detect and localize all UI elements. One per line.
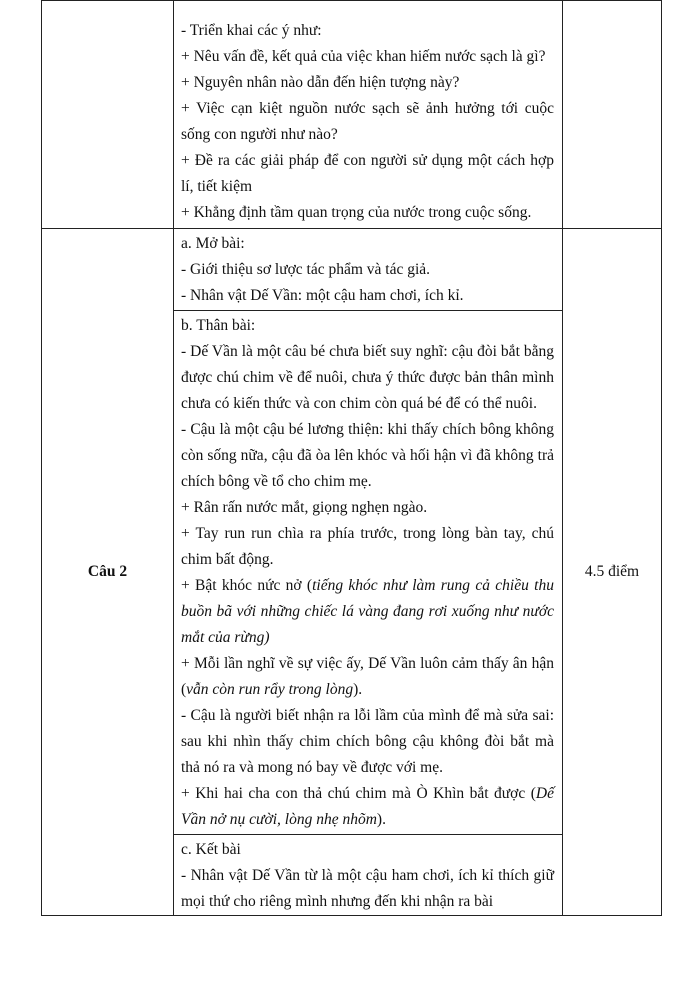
section-heading: c. Kết bài <box>181 841 241 858</box>
list-item: - Triển khai các ý như: <box>181 22 322 39</box>
mo-bai-cell <box>174 229 563 311</box>
score-value: 4.5 điểm <box>563 229 662 916</box>
list-item: - Nhân vật Dế Vần: một cậu ham chơi, ích kỉ. <box>181 287 464 304</box>
list-item: + Việc cạn kiệt nguồn nước sạch sẽ ảnh hưởng tới cuộc sống con người như nào? <box>181 100 554 143</box>
section-heading: a. Mở bài: <box>181 235 245 252</box>
section-heading: b. Thân bài: <box>181 317 256 334</box>
italic-quote: tiếng khóc như làm rung cả chiều thu buồn bã với những chiếc lá vàng đang rơi xuống như nước mắt của rừng) <box>181 577 554 646</box>
italic-quote: Dế Vần nở nụ cười, lòng nhẹ nhõm <box>181 785 554 828</box>
answer-key-table <box>41 0 662 916</box>
paragraph: - Cậu là người biết nhận ra lỗi lầm của mình để mà sửa sai: sau khi nhìn thấy chim chích bông cậu không đòi bắt mà thả nó ra và mong nó bay về được với mẹ. <box>181 707 554 776</box>
text-run: + Mỗi lần nghĩ về sự việc ấy, Dế Vần luôn cảm thấy ân hận ( <box>181 655 554 698</box>
list-item <box>181 573 554 651</box>
text-run: + Khi hai cha con thả chú chim mà Ò Khìn bắt được ( <box>181 785 536 802</box>
list-item: + Khẳng định tầm quan trọng của nước trong cuộc sống. <box>181 204 532 221</box>
text-run: ). <box>353 681 363 698</box>
than-bai-cell <box>174 311 563 835</box>
list-item: + Nguyên nhân nào dẫn đến hiện tượng này? <box>181 74 460 91</box>
table-row-continuation <box>42 1 662 229</box>
empty-label-cell <box>42 1 174 229</box>
list-item <box>181 781 554 833</box>
list-item: - Giới thiệu sơ lược tác phẩm và tác giả. <box>181 261 431 278</box>
list-item: + Đề ra các giải pháp để con người sử dụng một cách hợp lí, tiết kiệm <box>181 152 554 195</box>
paragraph: - Nhân vật Dế Vần từ là một cậu ham chơi, ích kỉ thích giữ mọi thứ cho riêng mình nhưng đến khi nhận ra bài <box>181 867 554 910</box>
list-item <box>181 651 554 703</box>
empty-score-cell <box>563 1 662 229</box>
ket-bai-cell <box>174 835 563 916</box>
content-cell <box>174 1 563 229</box>
text-run: ). <box>376 811 386 828</box>
list-item: + Rân rấn nước mắt, giọng nghẹn ngào. <box>181 499 428 516</box>
question-label: Câu 2 <box>42 229 174 916</box>
table-row-mo-bai <box>42 229 662 311</box>
text-run: + Bật khóc nức nở ( <box>181 577 313 594</box>
paragraph: - Cậu là một cậu bé lương thiện: khi thấy chích bông không còn sống nữa, cậu đã òa lên khóc và hối hận vì đã không trả chích bông về tổ cho chim mẹ. <box>181 421 554 490</box>
list-item: + Tay run run chìa ra phía trước, trong lòng bàn tay, chú chim bất động. <box>181 525 554 568</box>
list-item: + Nêu vấn đề, kết quả của việc khan hiếm nước sạch là gì? <box>181 48 546 65</box>
paragraph: - Dế Vần là một câu bé chưa biết suy nghĩ: cậu đòi bắt bằng được chú chim về để nuôi, chưa ý thức được bản thân mình chưa có kiến thức và con chim còn quá bé để có thể nuôi. <box>181 343 554 412</box>
italic-quote: vẫn còn run rẩy trong lòng <box>186 681 354 698</box>
